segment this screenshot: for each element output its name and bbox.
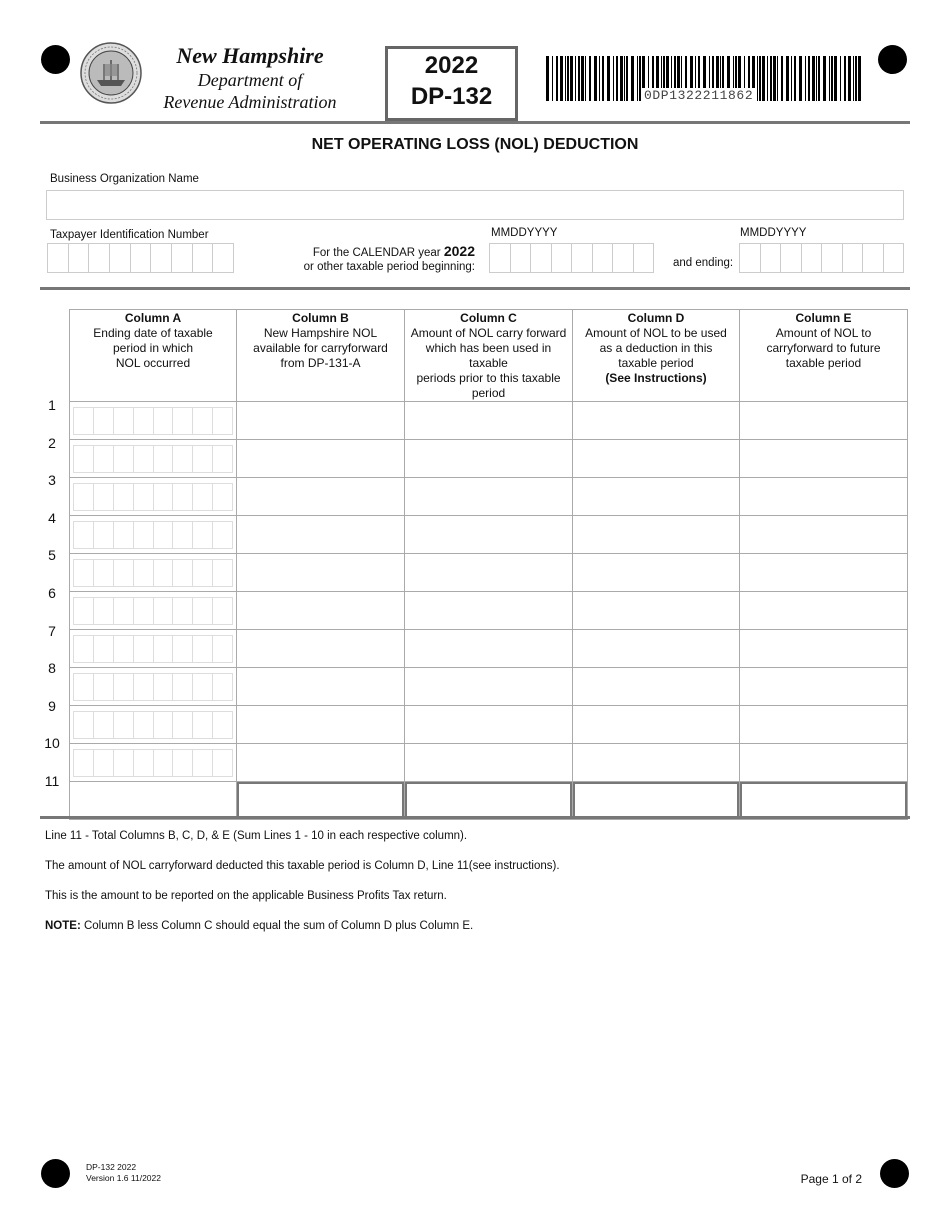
line-10-column-e-input[interactable] <box>740 744 908 782</box>
table-row <box>70 706 908 744</box>
agency-name <box>130 43 370 113</box>
line-7-column-d-input[interactable] <box>573 630 740 668</box>
column-a-desc: NOL occurred <box>115 356 191 370</box>
total-box[interactable] <box>405 782 572 819</box>
note-carryforward: The amount of NOL carryforward deducted this taxable period is Column D, Line 11(see instructions). <box>45 860 560 872</box>
line-6-column-c-input[interactable] <box>405 592 573 630</box>
column-b-desc: available for carryforward <box>253 341 388 355</box>
line-1-column-d-input[interactable] <box>573 402 740 440</box>
footer-form-id: DP-132 2022 <box>86 1162 137 1172</box>
column-a-name: Column A <box>124 311 182 325</box>
column-e-desc: Amount of NOL to <box>775 326 872 340</box>
page-title: NET OPERATING LOSS (NOL) DEDUCTION <box>311 136 639 153</box>
line-11-column-d-input[interactable] <box>573 782 740 820</box>
line-2-column-e-input[interactable] <box>740 440 908 478</box>
registration-mark-top-left <box>41 45 70 74</box>
line-5-column-b-input[interactable] <box>237 554 405 592</box>
date-comb-boxes[interactable] <box>73 483 233 511</box>
date-comb-boxes[interactable] <box>73 559 233 587</box>
fields-divider <box>40 287 910 290</box>
line-3-column-d-input[interactable] <box>573 478 740 516</box>
line-1-column-c-input[interactable] <box>405 402 573 440</box>
table-row <box>70 554 908 592</box>
line-5-column-e-input[interactable] <box>740 554 908 592</box>
period-end-date-input[interactable] <box>739 243 904 273</box>
date-comb-boxes[interactable] <box>73 749 233 777</box>
date-comb-boxes[interactable] <box>73 521 233 549</box>
column-d-desc: as a deduction in this <box>599 341 713 355</box>
agency-line-1: New Hampshire <box>176 43 324 68</box>
column-c-header <box>405 310 573 402</box>
line-10-column-d-input[interactable] <box>573 744 740 782</box>
registration-mark-bottom-left <box>41 1159 70 1188</box>
row-number: 3 <box>48 472 56 489</box>
line-3-column-b-input[interactable] <box>237 478 405 516</box>
calendar-year-label <box>250 243 475 259</box>
column-b-desc: from DP-131-A <box>280 356 361 370</box>
line-1-column-e-input[interactable] <box>740 402 908 440</box>
row-number: 11 <box>44 773 60 789</box>
table-row <box>70 668 908 706</box>
line-6-column-e-input[interactable] <box>740 592 908 630</box>
table-row <box>70 440 908 478</box>
line-4-column-a-input[interactable] <box>70 516 237 554</box>
line-6-column-b-input[interactable] <box>237 592 405 630</box>
total-box[interactable] <box>573 782 739 819</box>
nol-table <box>69 309 908 820</box>
form-year: 2022 <box>424 52 479 79</box>
column-c-name: Column C <box>460 311 517 325</box>
column-a-desc: period in which <box>112 341 194 355</box>
total-box[interactable] <box>237 782 404 819</box>
row-number: 10 <box>44 735 60 752</box>
line-8-column-b-input[interactable] <box>237 668 405 706</box>
line-10-column-a-input[interactable] <box>70 744 237 782</box>
begin-date-format: MMDDYYYY <box>491 227 558 239</box>
period-beginning-label: or other taxable period beginning: <box>303 261 475 273</box>
line-11-column-a-input[interactable] <box>70 782 237 820</box>
registration-mark-top-right <box>878 45 907 74</box>
line-2-column-c-input[interactable] <box>405 440 573 478</box>
column-d-header <box>573 310 740 402</box>
form-number: DP-132 <box>410 83 493 110</box>
note-column-check <box>45 920 473 932</box>
column-b-desc: New Hampshire NOL <box>263 326 378 340</box>
form-id-box <box>385 46 518 121</box>
column-a-header <box>70 310 237 402</box>
line-6-column-d-input[interactable] <box>573 592 740 630</box>
line-4-column-b-input[interactable] <box>237 516 405 554</box>
line-1-column-b-input[interactable] <box>237 402 405 440</box>
column-c-desc: periods prior to this taxable <box>416 371 561 385</box>
row-number: 5 <box>48 547 56 564</box>
line-8-column-c-input[interactable] <box>405 668 573 706</box>
line-3-column-a-input[interactable] <box>70 478 237 516</box>
end-date-format: MMDDYYYY <box>740 227 807 239</box>
line-11-column-b-input[interactable] <box>237 782 405 820</box>
date-comb-boxes[interactable] <box>73 407 233 435</box>
line-4-column-e-input[interactable] <box>740 516 908 554</box>
business-name-input[interactable] <box>46 190 904 220</box>
line-9-column-e-input[interactable] <box>740 706 908 744</box>
total-box[interactable] <box>740 782 907 819</box>
column-c-desc: which has been used in taxable <box>425 341 552 370</box>
column-c-desc: Amount of NOL carry forward <box>410 326 567 340</box>
line-5-column-d-input[interactable] <box>573 554 740 592</box>
line-2-column-d-input[interactable] <box>573 440 740 478</box>
line-5-column-a-input[interactable] <box>70 554 237 592</box>
column-b-header <box>237 310 405 402</box>
column-e-desc: carryforward to future <box>766 341 881 355</box>
column-e-header <box>740 310 908 402</box>
line-7-column-e-input[interactable] <box>740 630 908 668</box>
tin-label: Taxpayer Identification Number <box>50 229 209 241</box>
date-comb-boxes[interactable] <box>73 711 233 739</box>
column-d-desc: taxable period <box>618 356 694 370</box>
line-3-column-c-input[interactable] <box>405 478 573 516</box>
line-10-column-c-input[interactable] <box>405 744 573 782</box>
table-row <box>70 782 908 820</box>
agency-line-2: Department of <box>197 70 303 90</box>
row-number: 7 <box>48 622 56 639</box>
tin-input[interactable] <box>47 243 234 273</box>
note-bpt-return: This is the amount to be reported on the applicable Business Profits Tax return. <box>45 890 447 902</box>
business-name-label: Business Organization Name <box>50 173 199 185</box>
line-6-column-a-input[interactable] <box>70 592 237 630</box>
note-text: Column B less Column C should equal the sum of Column D plus Column E. <box>80 920 474 932</box>
table-row <box>70 744 908 782</box>
column-d-see-instructions: (See Instructions) <box>605 371 707 385</box>
row-number: 6 <box>48 585 56 601</box>
line-4-column-c-input[interactable] <box>405 516 573 554</box>
line-3-column-e-input[interactable] <box>740 478 908 516</box>
row-number: 9 <box>48 697 56 714</box>
line-8-column-d-input[interactable] <box>573 668 740 706</box>
table-row <box>70 630 908 668</box>
date-comb-boxes[interactable] <box>73 673 233 701</box>
line-2-column-a-input[interactable] <box>70 440 237 478</box>
footer-form-info <box>86 1162 161 1184</box>
barcode-number: 0DP1322211862 <box>644 88 754 103</box>
calendar-year-prefix: For the CALENDAR year <box>312 247 441 259</box>
line-4-column-d-input[interactable] <box>573 516 740 554</box>
row-number: 8 <box>48 660 56 677</box>
agency-line-3: Revenue Administration <box>163 92 337 112</box>
date-comb-boxes[interactable] <box>73 597 233 625</box>
column-c-desc: period <box>471 386 506 400</box>
header-divider <box>40 121 910 124</box>
column-d-desc: Amount of NOL to be used <box>585 326 727 340</box>
line-9-column-b-input[interactable] <box>237 706 405 744</box>
line-8-column-e-input[interactable] <box>740 668 908 706</box>
page-number: Page 1 of 2 <box>800 1172 862 1186</box>
date-comb-boxes[interactable] <box>73 635 233 663</box>
line-9-column-a-input[interactable] <box>70 706 237 744</box>
line-11-column-c-input[interactable] <box>405 782 573 820</box>
and-ending-label: and ending: <box>673 257 734 269</box>
registration-mark-bottom-right <box>880 1159 909 1188</box>
column-e-name: Column E <box>795 311 852 325</box>
date-comb-boxes[interactable] <box>73 445 233 473</box>
line-5-column-c-input[interactable] <box>405 554 573 592</box>
line-11-column-e-input[interactable] <box>740 782 908 820</box>
line-7-column-b-input[interactable] <box>237 630 405 668</box>
line-2-column-b-input[interactable] <box>237 440 405 478</box>
column-d-name: Column D <box>627 311 685 325</box>
line-9-column-d-input[interactable] <box>573 706 740 744</box>
line-9-column-c-input[interactable] <box>405 706 573 744</box>
line-10-column-b-input[interactable] <box>237 744 405 782</box>
column-e-desc: taxable period <box>785 356 862 370</box>
period-begin-date-input[interactable] <box>489 243 654 273</box>
footer-version: Version 1.6 11/2022 <box>86 1173 161 1183</box>
row-number: 1 <box>48 397 56 413</box>
row-number: 4 <box>48 509 56 526</box>
calendar-year-value: 2022 <box>443 243 475 259</box>
table-row <box>70 516 908 554</box>
line-1-column-a-input[interactable] <box>70 402 237 440</box>
line-8-column-a-input[interactable] <box>70 668 237 706</box>
table-row <box>70 402 908 440</box>
note-label: NOTE: <box>45 920 81 932</box>
table-divider <box>40 816 910 819</box>
note-line-11: Line 11 - Total Columns B, C, D, & E (Sum Lines 1 - 10 in each respective column). <box>45 830 468 842</box>
line-7-column-a-input[interactable] <box>70 630 237 668</box>
line-7-column-c-input[interactable] <box>405 630 573 668</box>
table-row <box>70 592 908 630</box>
table-row <box>70 478 908 516</box>
column-a-desc: Ending date of taxable <box>93 326 213 340</box>
column-b-name: Column B <box>292 311 349 325</box>
row-number: 2 <box>48 434 56 451</box>
